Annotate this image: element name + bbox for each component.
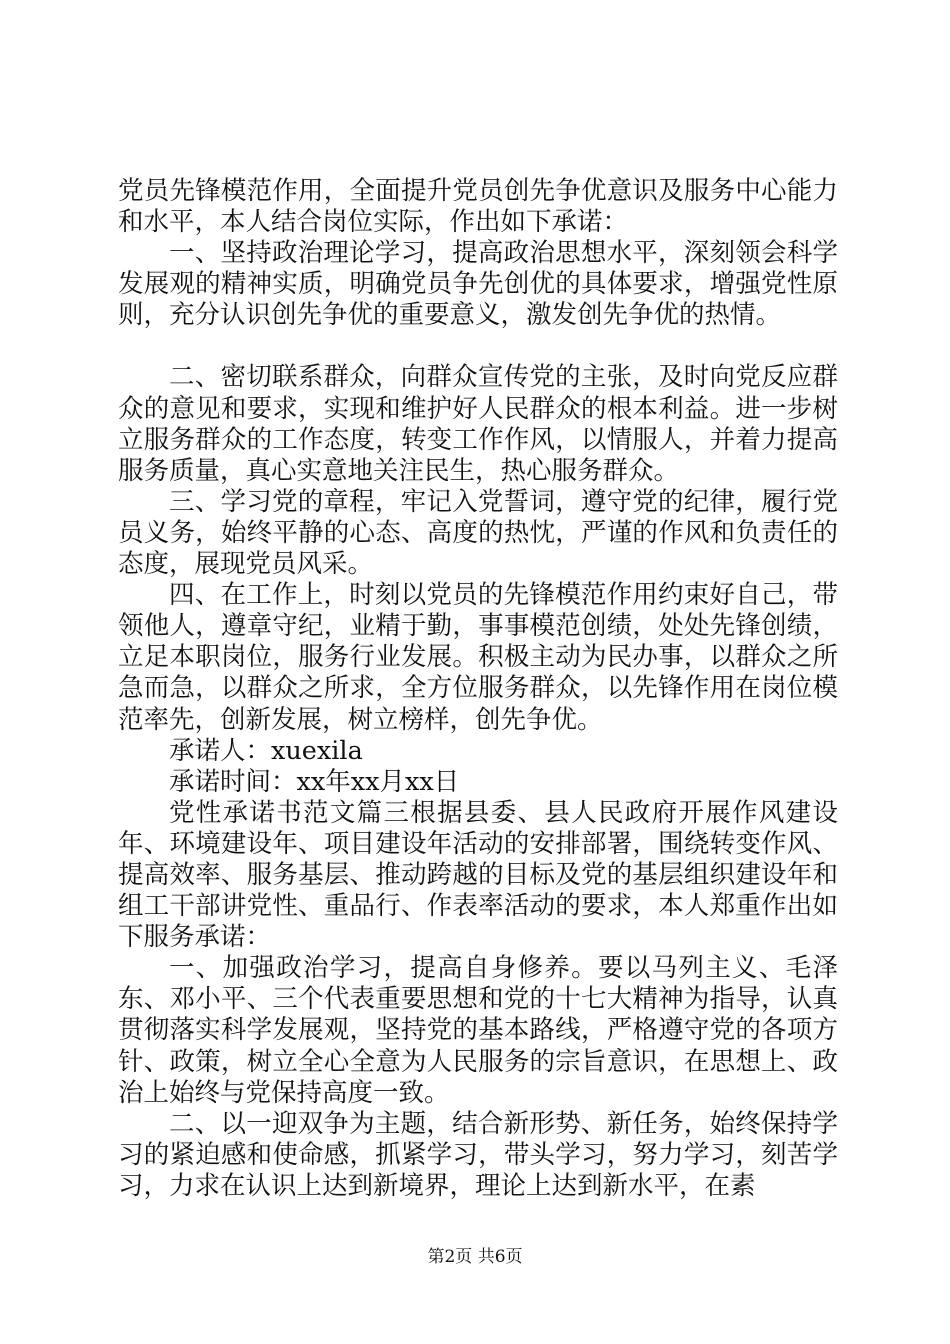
pledge-date-line: 承诺时间：xx年xx月xx日 (169, 766, 460, 797)
document-body (118, 176, 838, 1202)
paragraph-pledge-2: 二、密切联系群众，向群众宣传党的主张，及时向党反应群众的意见和要求，实现和维护好人民群众的根本利益。进一步树立服务群众的工作态度，转变工作作风，以情服人，并着力提高服务质量，真心实意地关注民生，热心服务群众。 (118, 362, 838, 486)
signatory-line: 承诺人：xuexila (169, 735, 363, 766)
paragraph-pledge-3: 三、学习党的章程，牢记入党誓词，遵守党的纪律，履行党员义务，始终平静的心态、高度的热忱，严谨的作风和负责任的态度，展现党员风采。 (118, 486, 838, 580)
paragraph-sample-3-item-2: 二、以一迎双争为主题，结合新形势、新任务，始终保持学习的紧迫感和使命感，抓紧学习，带头学习，努力学习，刻苦学习，力求在认识上达到新境界，理论上达到新水平，在素 (118, 1108, 838, 1201)
paragraph-pledge-1: 一、坚持政治理论学习，提高政治思想水平，深刻领会科学发展观的精神实质，明确党员争先创优的具体要求，增强党性原则，充分认识创先争优的重要意义，激发创先争优的热情。 (118, 238, 838, 331)
page-footer (0, 1246, 950, 1268)
paragraph-sample-3-intro: 党性承诺书范文篇三根据县委、县人民政府开展作风建设年、环境建设年、项目建设年活动的安排部署，围绕转变作风、提高效率、服务基层、推动跨越的目标及党的基层组织建设年和组工干部讲党性、重品行、作表率活动的要求，本人郑重作出如下服务承诺： (118, 797, 838, 953)
page-number-label: 第2页 共6页 (427, 1247, 523, 1267)
paragraph-sample-3-item-1: 一、加强政治学习，提高自身修养。要以马列主义、毛泽东、邓小平、三个代表重要思想和党的十七大精神为指导，认真贯彻落实科学发展观，坚持党的基本路线，严格遵守党的各项方针、政策，树立全心全意为人民服务的宗旨意识，在思想上、政治上始终与党保持高度一致。 (118, 953, 838, 1108)
paragraph-pledge-4: 四、在工作上，时刻以党员的先锋模范作用约束好自己，带领他人，遵章守纪，业精于勤，事事模范创绩，处处先锋创绩，立足本职岗位，服务行业发展。积极主动为民办事，以群众之所急而急，以群众之所求，全方位服务群众，以先锋作用在岗位模范率先，创新发展，树立榜样，创先争优。 (118, 580, 838, 735)
paragraph-intro: 党员先锋模范作用，全面提升党员创先争优意识及服务中心能力和水平，本人结合岗位实际，作出如下承诺： (118, 176, 838, 238)
